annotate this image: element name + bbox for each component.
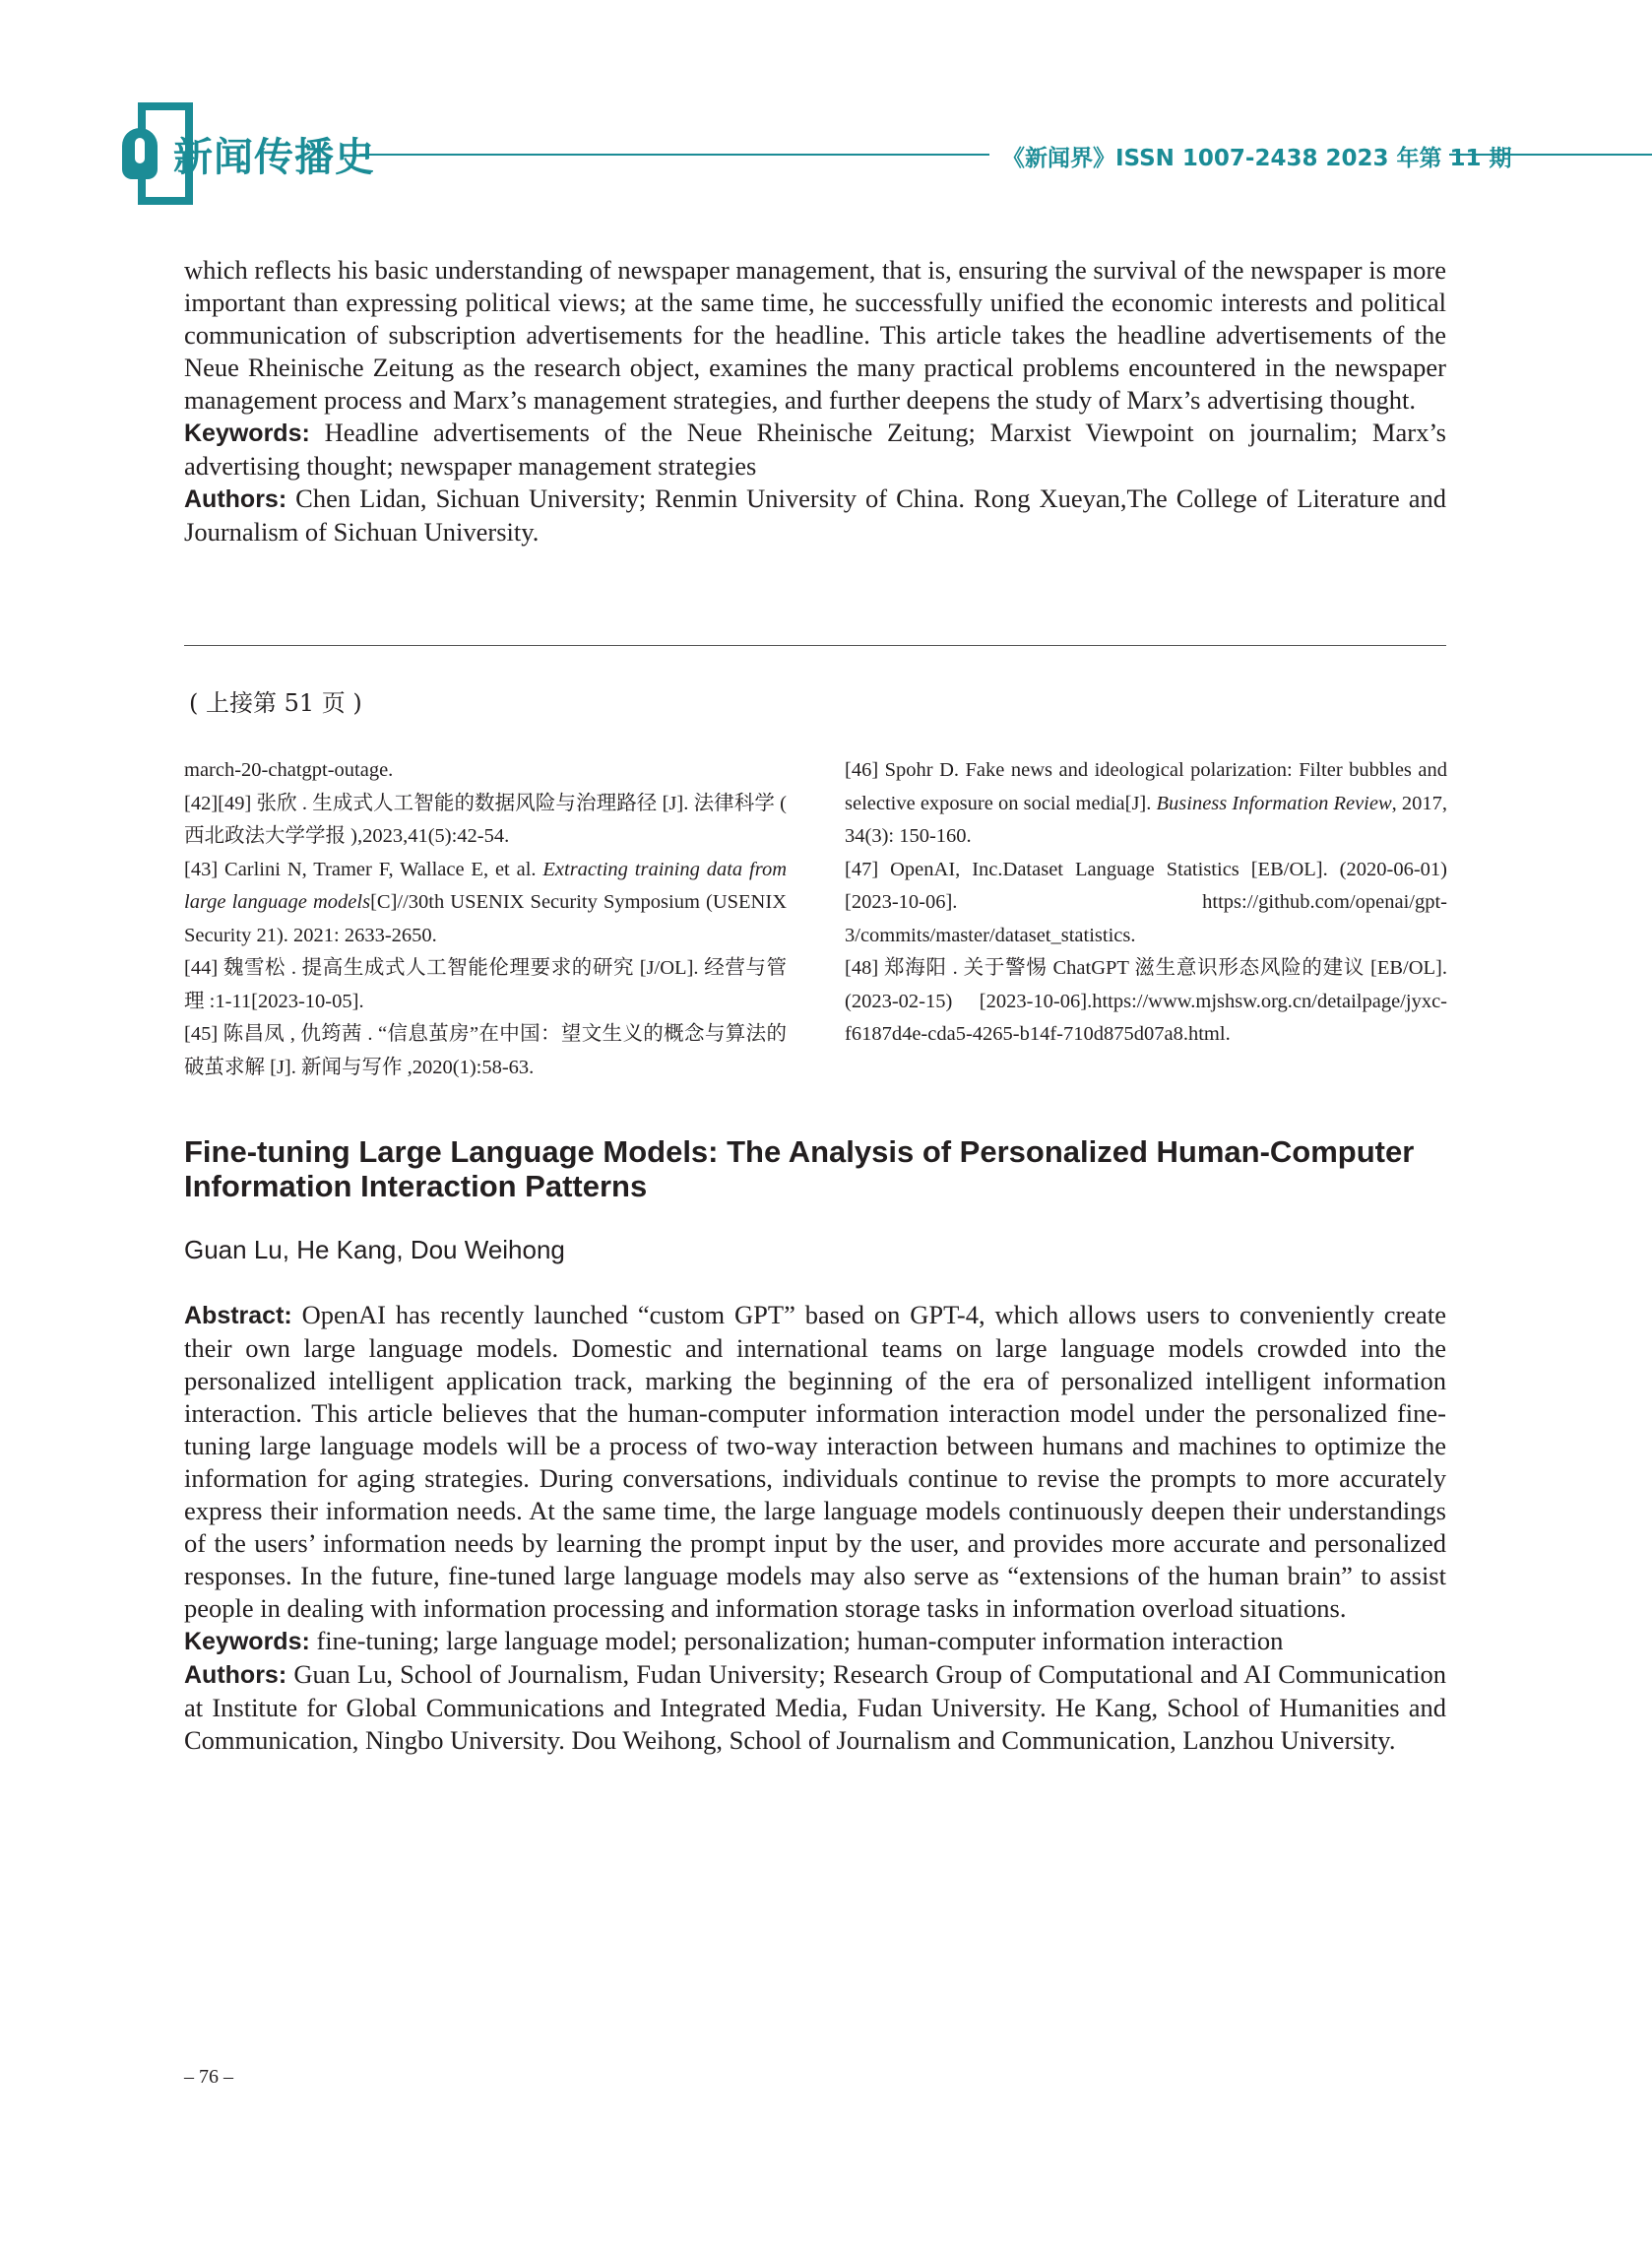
references-left-column [184, 754, 787, 1084]
keywords-label: Keywords: [184, 1628, 310, 1655]
reference-text: , 2017, 34(3): 150-160. [845, 792, 1448, 847]
reference-item: [45] 陈昌凤 , 仇筠茜 . “信息茧房”在中国：望文生义的概念与算法的破茧求解 [J]. 新闻与写作 ,2020(1):58-63. [184, 1023, 787, 1078]
article-title: Fine-tuning Large Language Models: The Analysis of Personalized Human-Computer Information Interaction Patterns [184, 1134, 1415, 1203]
keywords-label: Keywords: [184, 419, 310, 447]
article-abstract-block [184, 1299, 1446, 1757]
authors-text: Guan Lu, School of Journalism, Fudan University; Research Group of Computational and AI Communication at Institute for Global Communications and Integrated Media, Fudan University. He Kang, School of Humanities and Communication, Ningbo University. Dou Weihong, School of Journalism and Communication, Lanzhou University. [184, 1659, 1446, 1755]
journal-info: 《新闻界》ISSN 1007-2438 2023 年第 11 期 [1002, 146, 1512, 171]
header-rule-left [359, 154, 989, 156]
reference-item [845, 754, 1447, 854]
reference-text: [43] Carlini N, Tramer F, Wallace E, et al. [184, 858, 543, 880]
keywords-text: Headline advertisements of the Neue Rheinische Zeitung; Marxist Viewpoint on journalim; Marx’s advertising thought; newspaper management strategies [184, 418, 1446, 481]
article-authors-affiliations [184, 1658, 1446, 1757]
previous-abstract-text: which reflects his basic understanding of newspaper management, that is, ensuring the survival of the newspaper is more important than expressing political views; at the same time, he successfully unified the economic interests and political communication of subscription advertisements for the headline. This article takes the headline advertisements of the Neue Rheinische Zeitung as the research object, examines the many practical problems encountered in the newspaper management process and Marx’s management strategies, and further deepens the study of Marx’s advertising thought. [184, 255, 1446, 415]
section-title: 新闻传播史 [173, 135, 375, 180]
previous-keywords [184, 417, 1446, 483]
reference-text: [C]//30th USENIX Security Symposium (USENIX Security 21). 2021: 2633-2650. [184, 891, 787, 946]
authors-text: Chen Lidan, Sichuan University; Renmin University of China. Rong Xueyan,The College of Literature and Journalism of Sichuan University. [184, 484, 1446, 547]
references-right-column [845, 754, 1447, 1052]
page-number: – 76 – [184, 2066, 233, 2088]
reference-italic-title: Extracting training data from large language models [184, 858, 787, 913]
abstract-text: OpenAI has recently launched “custom GPT” based on GPT-4, which allows users to conveniently create their own large language models. Domestic and international teams on large language models crowded into the personalized intelligent application track, marking the beginning of the era of personalized intelligent information interaction. This article believes that the human-computer information interaction model under the personalized fine-tuning large language models will be a process of two-way interaction between humans and machines to optimize the information for aging strategies. During conversations, individuals continue to revise the prompts to more accurately express their information needs. At the same time, the large language models continuously deepen their understandings of the users’ information needs by learning the prompt input by the user, and provides more accurate and personalized responses. In the future, fine-tuned large language models may also serve as “extensions of the human brain” to assist people in dealing with information processing and information storage tasks in information overload situations. [184, 1300, 1447, 1623]
previous-abstract [184, 254, 1446, 548]
reference-item [184, 854, 787, 953]
section-divider [184, 645, 1446, 646]
authors-label: Authors: [184, 485, 287, 513]
article-abstract [184, 1299, 1446, 1625]
keywords-text: fine-tuning; large language model; personalization; human-computer information interaction [316, 1626, 1284, 1655]
article-keywords [184, 1625, 1446, 1658]
reference-item: [48] 郑海阳 . 关于警惕 ChatGPT 滋生意识形态风险的建议 [EB/OL]. (2023-02-15) [2023-10-06].https://www.mjshsw.org.cn/detailpage/jyxc-f6187d4e-cda5-4265-b14f-710d875d07a8.html. [845, 957, 1447, 1045]
article-authors: Guan Lu, He Kang, Dou Weihong [184, 1235, 565, 1264]
reference-item: [42][49] 张欣 . 生成式人工智能的数据风险与治理路径 [J]. 法律科学 ( 西北政法大学学报 ),2023,41(5):42-54. [184, 792, 787, 847]
continuation-note: ( 上接第 51 页 ) [189, 689, 362, 717]
reference-text: [46] Spohr D. Fake news and ideological polarization: Filter bubbles and selective exposure on social media[J]. [845, 759, 1447, 814]
microphone-icon [122, 128, 158, 179]
previous-authors [184, 483, 1446, 548]
reference-item: march-20-chatgpt-outage. [184, 759, 394, 781]
reference-item: [47] OpenAI, Inc.Dataset Language Statistics [EB/OL]. (2020-06-01) [2023-10-06]. https://github.com/openai/gpt-3/commits/master/dataset_statistics. [845, 858, 1447, 946]
abstract-label: Abstract: [184, 1302, 292, 1329]
reference-item: [44] 魏雪松 . 提高生成式人工智能伦理要求的研究 [J/OL]. 经营与管理 :1-11[2023-10-05]. [184, 957, 787, 1012]
reference-italic-title: Business Information Review [1156, 792, 1392, 814]
header-rule-right [1449, 154, 1652, 156]
authors-label: Authors: [184, 1661, 287, 1689]
